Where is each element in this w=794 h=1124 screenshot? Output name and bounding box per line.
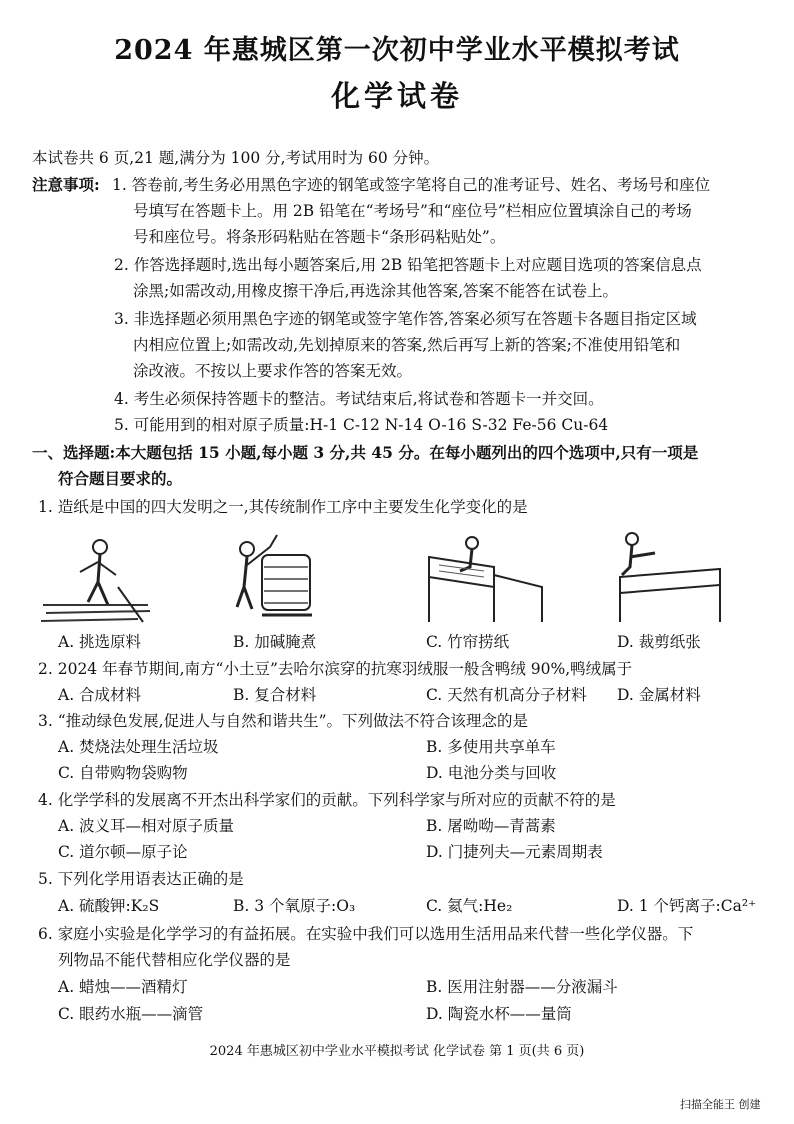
cutting-paper-image [610,527,730,629]
option: D. 陶瓷水杯——量筒 [426,1005,572,1023]
notes-line: 3. 非选择题必须用黑色字迹的钢笔或签字笔作答,答案必须写在答题卡各题目指定区域 [114,310,697,328]
option: A. 合成材料 [58,686,142,704]
option: D. 电池分类与回收 [426,764,557,782]
option: B. 多使用共享单车 [426,738,556,756]
notes-line: 号填写在答题卡上。用 2B 铅笔在“考场号”和“座位号”栏相应位置填涂自己的考场 [133,202,692,220]
option: A. 波义耳—相对原子质量 [58,817,235,835]
section-heading: 符合题目要求的。 [58,469,183,488]
option: B. 复合材料 [233,686,317,704]
sorting-materials-image [38,527,158,629]
option: A. 焚烧法处理生活垃圾 [58,738,219,756]
notes-line: 号和座位号。将条形码粘贴在答题卡“条形码粘贴处”。 [133,228,506,246]
option: A. 硫酸钾:K₂S [58,897,160,915]
page-footer: 2024 年惠城区初中学业水平模拟考试 化学试卷 第 1 页(共 6 页) [209,1044,585,1059]
exam-title: 2024 年惠城区第一次初中学业水平模拟考试 [114,35,680,66]
option: B. 医用注射器——分液漏斗 [426,978,618,996]
notes-line: 2. 作答选择题时,选出每小题答案后,用 2B 铅笔把答题卡上对应题目选项的答案信息点 [114,256,702,274]
notes-line: 5. 可能用到的相对原子质量:H-1 C-12 N-14 O-16 S-32 Fe-56 Cu-64 [114,416,609,434]
option: D. 门捷列夫—元素周期表 [426,843,603,861]
boiling-pot-image [222,527,342,629]
question-2-stem: 2. 2024 年春节期间,南方“小土豆”去哈尔滨穿的抗寒羽绒服一般含鸭绒 90%,鸭绒属于 [38,660,633,678]
option: C. 道尔顿—原子论 [58,843,188,861]
option: D. 1 个钙离子:Ca²⁺ [617,897,757,915]
question-6-stem: 列物品不能代替相应化学仪器的是 [58,951,291,969]
notes-line: 涂黑;如需改动,用橡皮擦干净后,再选涂其他答案,答案不能答在试卷上。 [133,282,619,300]
notes-line: 涂改液。不按以上要求作答的答案无效。 [133,362,413,380]
option: B. 加碱腌煮 [233,633,317,651]
option: C. 氦气:He₂ [426,897,513,915]
option: A. 蜡烛——酒精灯 [58,978,188,996]
exam-subtitle: 化学试卷 [330,79,463,113]
notes-label: 注意事项: [32,175,100,194]
option: B. 3 个氧原子:O₃ [233,897,356,915]
option: A. 挑选原料 [58,633,142,651]
option: D. 金属材料 [617,686,701,704]
option: C. 天然有机高分子材料 [426,686,587,704]
option: D. 裁剪纸张 [617,633,701,651]
question-1-stem: 1. 造纸是中国的四大发明之一,其传统制作工序中主要发生化学变化的是 [38,498,528,516]
bamboo-screen-image [424,527,544,629]
option: C. 自带购物袋购物 [58,764,188,782]
scanner-watermark: 扫描全能王 创建 [680,1098,761,1111]
notes-line: 4. 考生必须保持答题卡的整洁。考试结束后,将试卷和答题卡一并交回。 [114,390,604,408]
option: C. 眼药水瓶——滴管 [58,1005,204,1023]
question-3-stem: 3. “推动绿色发展,促进人与自然和谐共生”。下列做法不符合该理念的是 [38,712,528,730]
notes-line: 内相应位置上;如需改动,先划掉原来的答案,然后再写上新的答案;不准使用铅笔和 [133,336,681,354]
question-6-stem: 6. 家庭小实验是化学学习的有益拓展。在实验中我们可以选用生活用品来代替一些化学仪器。下 [38,925,694,943]
section-heading: 一、选择题:本大题包括 15 小题,每小题 3 分,共 45 分。在每小题列出的四个选项中,只有一项是 [32,443,699,462]
option: C. 竹帘捞纸 [426,633,510,651]
question-4-stem: 4. 化学学科的发展离不开杰出科学家们的贡献。下列科学家与所对应的贡献不符的是 [38,791,616,809]
question-5-stem: 5. 下列化学用语表达正确的是 [38,870,244,888]
intro-text: 本试卷共 6 页,21 题,满分为 100 分,考试用时为 60 分钟。 [32,149,440,167]
option: B. 屠呦呦—青蒿素 [426,817,556,835]
notes-line: 1. 答卷前,考生务必用黑色字迹的钢笔或签字笔将自己的准考证号、姓名、考场号和座位 [112,176,711,194]
